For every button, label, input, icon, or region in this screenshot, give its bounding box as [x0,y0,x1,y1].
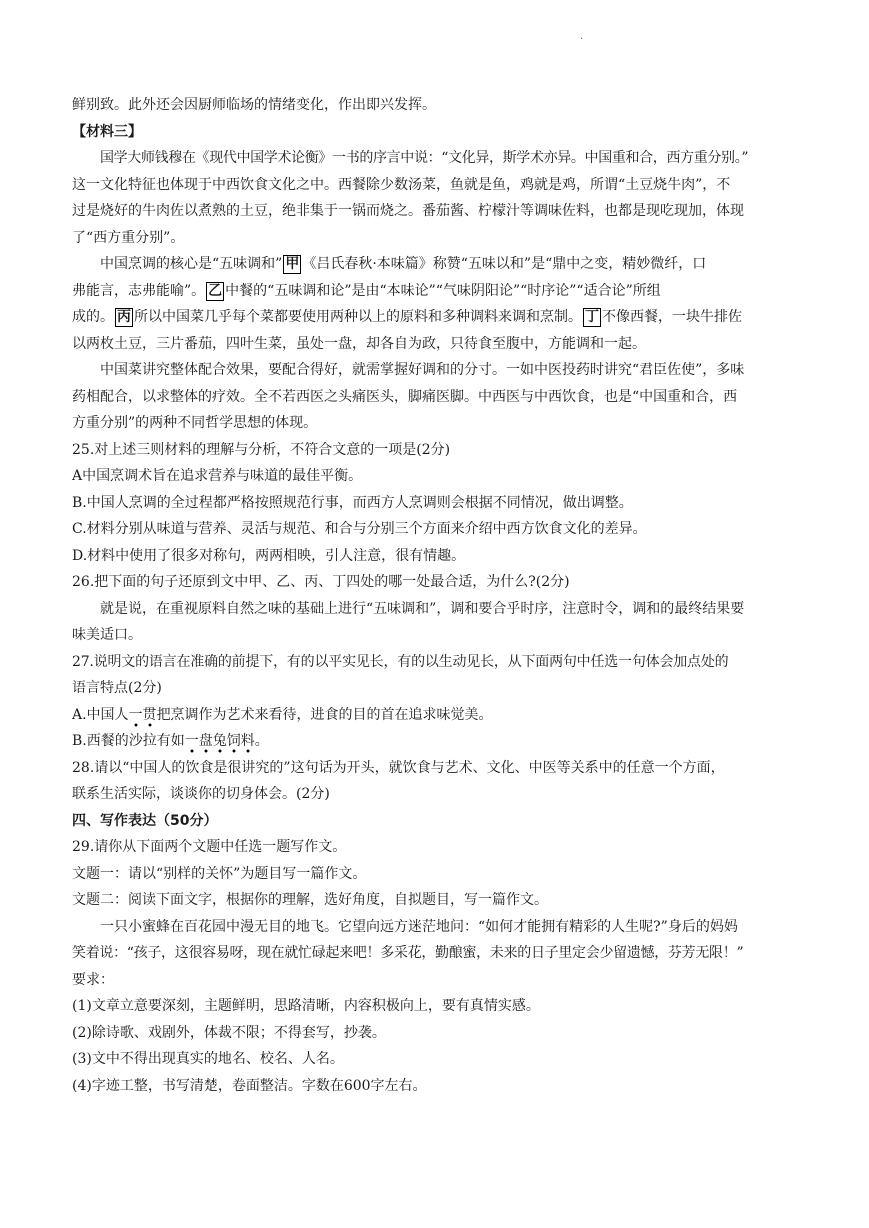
question-26: 26.把下面的句子还原到文中甲、乙、丙、丁四处的哪一处最合适，为什么?(2分) [72,574,570,590]
requirements-label: 要求： [72,971,114,988]
text-segment: 不像西餐，一块牛排佐 [602,309,742,325]
requirement-item: (3)文中不得出现真实的地名、校名、人名。 [72,1051,344,1067]
text-line [72,251,800,278]
option-b: B.中国人烹调的全过程都严格按照规范行事，而西方人烹调则会根据不同情况，做出调整。 [72,494,633,511]
question-28: 28.请以“中国人的饮食是很讲究的”这句话为开头，就饮食与艺术、文化、中医等关系中的任意一个方面， [72,759,725,776]
q27-option-b [72,728,800,755]
text-line: 药相配合，以求整体的疗效。全不若西医之头痛医头，脚痛医脚。中西医与中西饮食，也是“中国重和合，西 [72,388,738,405]
text-line: 过是烧好的牛肉佐以煮熟的土豆，绝非集于一锅而烧之。番茄酱、柠檬汁等调味佐料，也都是现吃现加，体现 [72,203,744,219]
dotted-emphasis: 一盘兔饲料 [185,733,255,754]
text-segment: 成的。 [72,309,114,325]
marker-yi: 乙 [208,282,223,299]
text-line: 鲜别致。此外还会因厨师临场的情绪变化，作出即兴发挥。 [72,97,436,113]
marker-ding: 丁 [585,309,599,325]
text-segment: 把烹调作为艺术来看待，进食的目的首在追求味觉美。 [156,706,493,723]
text-line: 联系生活实际，谈谈你的切身体会。(2分) [72,786,330,802]
marker-bing: 丙 [117,309,131,325]
requirement-item: (2)除诗歌、戏剧外，体裁不限；不得套写，抄袭。 [72,1024,386,1041]
option-d: D.材料中使用了很多对称句，两两相映，引人注意，很有情趣。 [72,547,466,564]
marker-jia: 甲 [285,256,300,272]
text-line: 以两枚土豆，三片番茄，四叶生菜，虽处一盘，却各自为政，只待食至腹中，方能调和一起。 [72,335,646,352]
text-line [72,278,800,305]
text-segment: 中餐的“五味调和论”是由“本味论”“气味阴阳论”“时序论”“适合论”所组 [225,282,661,299]
section-heading: 四、写作表达（50分） [72,812,218,829]
q27-option-a [72,702,800,729]
text-segment: 弗能言，志弗能喻”。 [72,282,206,299]
text-line: 味美适口。 [72,627,142,643]
text-line: 笑着说：“孩子，这很容易呀，现在就忙碌起来吧！多采花，勤酿蜜，未来的日子里定会少留遗憾，芬芳无限！” [72,945,744,961]
text-segment: 《吕氏春秋·本味篇》称赞“五味以和”是“鼎中之变，精妙微纤，口 [302,256,707,272]
text-segment: A.中国人 [72,706,129,723]
text-segment: B.西餐的沙拉有如 [72,733,185,749]
requirement-item: (4)字迹工整，书写清楚，卷面整洁。字数在600字左右。 [72,1077,427,1094]
requirement-item: (1)文章立意要深刻，主题鲜明，思路清晰，内容积极向上，要有真情实感。 [72,998,540,1014]
text-line: 就是说，在重视原料自然之味的基础上进行“五味调和”，调和要合乎时序，注意时令，调和的最终结果要 [100,600,745,617]
text-line [72,304,800,331]
exam-page [72,92,800,1099]
dotted-emphasis: 一贯 [129,707,157,728]
text-line: 方重分别”的两种不同哲学思想的体现。 [72,415,318,431]
question-29: 29.请你从下面两个文题中任选一题写作文。 [72,839,347,855]
topic-two: 文题二：阅读下面文字，根据你的理解，选好角度，自拟题目，写一篇作文。 [72,892,548,908]
text-line: 了“西方重分别”。 [72,229,185,246]
question-25: 25.对上述三则材料的理解与分析，不符合文意的一项是(2分) [72,441,451,458]
text-line: 中国菜讲究整体配合效果，要配合得好，就需掌握好调和的分寸。一如中医投药时讲究“君臣佐使”，多味 [100,362,745,378]
page-mark: · [580,34,584,45]
question-27: 27.说明文的语言在准确的前提下，有的以平实见长，有的以生动见长，从下面两句中任选一句体会加点处的 [72,653,729,670]
text-segment: 中国烹调的核心是“五味调和” [100,256,283,272]
text-line: 这一文化特征也体现于中西饮食文化之中。西餐除少数汤菜，鱼就是鱼，鸡就是鸡，所谓“土豆烧牛肉”，不 [72,176,731,193]
text-line: 国学大师钱穆在《现代中国学术论衡》一书的序言中说：“文化异，斯学术亦异。中国重和合，西方重分别。” [100,150,749,166]
text-line: 一只小蜜蜂在百花园中漫无目的地飞。它望向远方迷茫地问：“如何才能拥有精彩的人生呢?”身后的妈妈 [100,918,738,935]
material-heading: 【材料三】 [72,123,142,140]
option-c: C.材料分别从味道与营养、灵活与规范、和合与分别三个方面来介绍中西方饮食文化的差异。 [72,521,647,537]
topic-one: 文题一：请以“别样的关怀”为题目写一篇作文。 [72,865,367,882]
text-line: 语言特点(2分) [72,680,162,696]
text-segment: 。 [254,733,269,749]
text-segment: 所以中国菜几乎每个菜都要使用两种以上的原料和多种调料来调和烹制。 [134,309,582,325]
option-a: A中国烹调术旨在追求营养与味道的最佳平衡。 [72,468,363,484]
